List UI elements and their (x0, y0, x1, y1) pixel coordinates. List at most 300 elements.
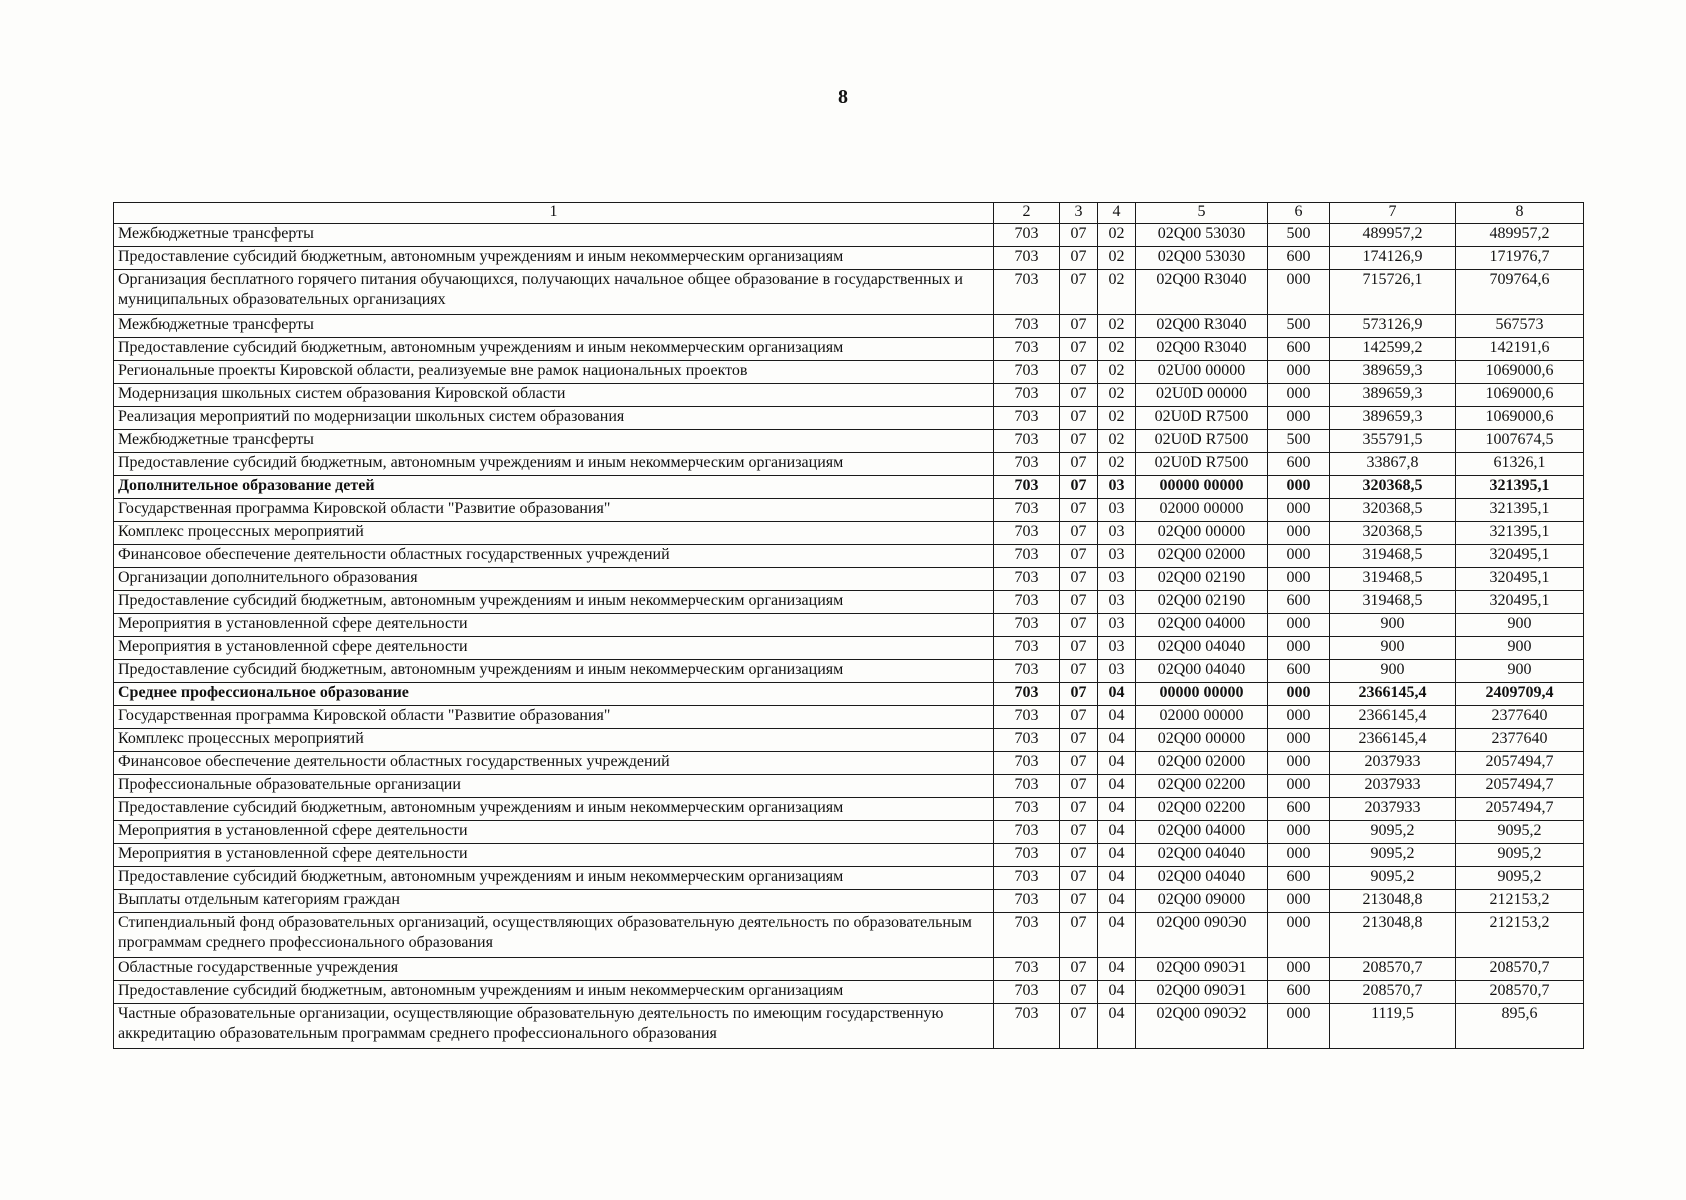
name-cell: Дополнительное образование детей (114, 476, 994, 499)
code-cell: 07 (1060, 958, 1098, 981)
code-cell: 07 (1060, 890, 1098, 913)
table-row (114, 821, 1584, 844)
code-cell: 07 (1060, 867, 1098, 890)
name-cell: Мероприятия в установленной сфере деятельности (114, 821, 994, 844)
amount-cell: 321395,1 (1456, 476, 1584, 499)
code-cell: 703 (994, 913, 1060, 958)
code-cell: 02Q00 02190 (1136, 568, 1268, 591)
code-cell: 07 (1060, 683, 1098, 706)
code-cell: 000 (1268, 729, 1330, 752)
name-cell: Областные государственные учреждения (114, 958, 994, 981)
amount-cell: 142599,2 (1330, 338, 1456, 361)
table-row (114, 545, 1584, 568)
code-cell: 703 (994, 270, 1060, 315)
amount-cell: 567573 (1456, 315, 1584, 338)
code-cell: 04 (1098, 729, 1136, 752)
code-cell: 02Q00 090Э1 (1136, 958, 1268, 981)
amount-cell: 389659,3 (1330, 361, 1456, 384)
code-cell: 02Q00 04040 (1136, 844, 1268, 867)
code-cell: 02Q00 53030 (1136, 247, 1268, 270)
code-cell: 04 (1098, 867, 1136, 890)
name-cell: Финансовое обеспечение деятельности областных государственных учреждений (114, 752, 994, 775)
code-cell: 02Q00 R3040 (1136, 315, 1268, 338)
code-cell: 600 (1268, 798, 1330, 821)
name-cell: Среднее профессиональное образование (114, 683, 994, 706)
table-row (114, 614, 1584, 637)
code-cell: 02Q00 090Э0 (1136, 913, 1268, 958)
code-cell: 03 (1098, 568, 1136, 591)
name-cell: Организации дополнительного образования (114, 568, 994, 591)
code-cell: 02Q00 53030 (1136, 224, 1268, 247)
amount-cell: 319468,5 (1330, 545, 1456, 568)
code-cell: 703 (994, 384, 1060, 407)
name-cell: Выплаты отдельным категориям граждан (114, 890, 994, 913)
code-cell: 000 (1268, 775, 1330, 798)
code-cell: 04 (1098, 706, 1136, 729)
code-cell: 04 (1098, 844, 1136, 867)
table-row (114, 476, 1584, 499)
amount-cell: 9095,2 (1456, 844, 1584, 867)
code-cell: 02Q00 04040 (1136, 867, 1268, 890)
code-cell: 03 (1098, 476, 1136, 499)
code-cell: 000 (1268, 499, 1330, 522)
code-cell: 703 (994, 752, 1060, 775)
code-cell: 07 (1060, 384, 1098, 407)
amount-cell: 213048,8 (1330, 890, 1456, 913)
code-cell: 600 (1268, 981, 1330, 1004)
table-row (114, 453, 1584, 476)
amount-cell: 2377640 (1456, 729, 1584, 752)
code-cell: 500 (1268, 224, 1330, 247)
name-cell: Финансовое обеспечение деятельности областных государственных учреждений (114, 545, 994, 568)
code-cell: 703 (994, 568, 1060, 591)
table-row (114, 522, 1584, 545)
table-row (114, 913, 1584, 958)
amount-cell: 212153,2 (1456, 890, 1584, 913)
code-cell: 07 (1060, 499, 1098, 522)
amount-cell: 2057494,7 (1456, 752, 1584, 775)
code-cell: 703 (994, 981, 1060, 1004)
code-cell: 03 (1098, 591, 1136, 614)
amount-cell: 895,6 (1456, 1004, 1584, 1049)
code-cell: 02Q00 00000 (1136, 522, 1268, 545)
amount-cell: 213048,8 (1330, 913, 1456, 958)
name-cell: Предоставление субсидий бюджетным, автономным учреждениям и иным некоммерческим организациям (114, 338, 994, 361)
code-cell: 07 (1060, 798, 1098, 821)
code-cell: 07 (1060, 407, 1098, 430)
code-cell: 02Q00 02200 (1136, 798, 1268, 821)
code-cell: 703 (994, 338, 1060, 361)
table-body (114, 224, 1584, 1049)
code-cell: 02Q00 04000 (1136, 614, 1268, 637)
code-cell: 000 (1268, 683, 1330, 706)
code-cell: 04 (1098, 752, 1136, 775)
amount-cell: 389659,3 (1330, 407, 1456, 430)
table-row (114, 775, 1584, 798)
code-cell: 07 (1060, 981, 1098, 1004)
code-cell: 03 (1098, 614, 1136, 637)
code-cell: 000 (1268, 890, 1330, 913)
code-cell: 04 (1098, 683, 1136, 706)
table-row (114, 683, 1584, 706)
table-row (114, 407, 1584, 430)
code-cell: 02000 00000 (1136, 706, 1268, 729)
code-cell: 04 (1098, 821, 1136, 844)
code-cell: 703 (994, 591, 1060, 614)
code-cell: 600 (1268, 867, 1330, 890)
amount-cell: 208570,7 (1456, 981, 1584, 1004)
code-cell: 02Q00 R3040 (1136, 338, 1268, 361)
header-cell: 2 (994, 203, 1060, 224)
table-row (114, 752, 1584, 775)
amount-cell: 2037933 (1330, 775, 1456, 798)
amount-cell: 1069000,6 (1456, 384, 1584, 407)
name-cell: Государственная программа Кировской области "Развитие образования" (114, 499, 994, 522)
code-cell: 000 (1268, 1004, 1330, 1049)
code-cell: 600 (1268, 338, 1330, 361)
code-cell: 703 (994, 706, 1060, 729)
amount-cell: 9095,2 (1456, 867, 1584, 890)
code-cell: 02000 00000 (1136, 499, 1268, 522)
code-cell: 600 (1268, 660, 1330, 683)
table-row (114, 224, 1584, 247)
code-cell: 07 (1060, 545, 1098, 568)
table-row (114, 430, 1584, 453)
code-cell: 02Q00 090Э1 (1136, 981, 1268, 1004)
amount-cell: 389659,3 (1330, 384, 1456, 407)
amount-cell: 320368,5 (1330, 499, 1456, 522)
code-cell: 703 (994, 844, 1060, 867)
amount-cell: 320495,1 (1456, 568, 1584, 591)
code-cell: 07 (1060, 591, 1098, 614)
amount-cell: 2037933 (1330, 798, 1456, 821)
code-cell: 703 (994, 958, 1060, 981)
page-number: 8 (838, 86, 848, 108)
code-cell: 07 (1060, 453, 1098, 476)
code-cell: 02 (1098, 315, 1136, 338)
name-cell: Межбюджетные трансферты (114, 224, 994, 247)
name-cell: Профессиональные образовательные организации (114, 775, 994, 798)
amount-cell: 9095,2 (1330, 867, 1456, 890)
amount-cell: 321395,1 (1456, 499, 1584, 522)
code-cell: 04 (1098, 913, 1136, 958)
code-cell: 000 (1268, 384, 1330, 407)
amount-cell: 9095,2 (1330, 844, 1456, 867)
code-cell: 000 (1268, 522, 1330, 545)
amount-cell: 489957,2 (1330, 224, 1456, 247)
code-cell: 02Q00 04040 (1136, 637, 1268, 660)
code-cell: 02 (1098, 270, 1136, 315)
table-row (114, 890, 1584, 913)
name-cell: Частные образовательные организации, осуществляющие образовательную деятельность по имеющим государственную аккредитацию образовательным программам среднего профессионального образования (114, 1004, 994, 1049)
code-cell: 03 (1098, 660, 1136, 683)
code-cell: 02 (1098, 338, 1136, 361)
code-cell: 703 (994, 522, 1060, 545)
table-row (114, 798, 1584, 821)
code-cell: 07 (1060, 775, 1098, 798)
amount-cell: 212153,2 (1456, 913, 1584, 958)
code-cell: 02U0D R7500 (1136, 407, 1268, 430)
amount-cell: 2057494,7 (1456, 775, 1584, 798)
amount-cell: 321395,1 (1456, 522, 1584, 545)
code-cell: 02 (1098, 453, 1136, 476)
header-cell: 8 (1456, 203, 1584, 224)
name-cell: Предоставление субсидий бюджетным, автономным учреждениям и иным некоммерческим организациям (114, 798, 994, 821)
code-cell: 07 (1060, 522, 1098, 545)
table-row (114, 591, 1584, 614)
code-cell: 00000 00000 (1136, 476, 1268, 499)
name-cell: Предоставление субсидий бюджетным, автономным учреждениям и иным некоммерческим организациям (114, 660, 994, 683)
code-cell: 703 (994, 361, 1060, 384)
code-cell: 02Q00 02000 (1136, 752, 1268, 775)
code-cell: 000 (1268, 270, 1330, 315)
code-cell: 703 (994, 660, 1060, 683)
table-row (114, 315, 1584, 338)
header-cell: 6 (1268, 203, 1330, 224)
code-cell: 04 (1098, 958, 1136, 981)
code-cell: 07 (1060, 913, 1098, 958)
code-cell: 02 (1098, 247, 1136, 270)
code-cell: 000 (1268, 913, 1330, 958)
amount-cell: 2366145,4 (1330, 729, 1456, 752)
name-cell: Предоставление субсидий бюджетным, автономным учреждениям и иным некоммерческим организациям (114, 591, 994, 614)
code-cell: 703 (994, 775, 1060, 798)
amount-cell: 489957,2 (1456, 224, 1584, 247)
amount-cell: 900 (1330, 614, 1456, 637)
amount-cell: 2377640 (1456, 706, 1584, 729)
code-cell: 07 (1060, 476, 1098, 499)
amount-cell: 208570,7 (1330, 958, 1456, 981)
budget-table (113, 202, 1584, 1049)
code-cell: 703 (994, 821, 1060, 844)
amount-cell: 2366145,4 (1330, 683, 1456, 706)
code-cell: 500 (1268, 430, 1330, 453)
code-cell: 07 (1060, 224, 1098, 247)
name-cell: Комплекс процессных мероприятий (114, 729, 994, 752)
amount-cell: 1119,5 (1330, 1004, 1456, 1049)
table-header-row (114, 203, 1584, 224)
code-cell: 03 (1098, 637, 1136, 660)
code-cell: 02U0D 00000 (1136, 384, 1268, 407)
table-row (114, 844, 1584, 867)
code-cell: 703 (994, 499, 1060, 522)
code-cell: 703 (994, 224, 1060, 247)
code-cell: 02Q00 090Э2 (1136, 1004, 1268, 1049)
header-cell: 1 (114, 203, 994, 224)
name-cell: Предоставление субсидий бюджетным, автономным учреждениям и иным некоммерческим организациям (114, 453, 994, 476)
code-cell: 04 (1098, 890, 1136, 913)
table-row (114, 867, 1584, 890)
code-cell: 07 (1060, 706, 1098, 729)
code-cell: 07 (1060, 338, 1098, 361)
code-cell: 07 (1060, 568, 1098, 591)
table-row (114, 637, 1584, 660)
name-cell: Стипендиальный фонд образовательных организаций, осуществляющих образовательную деятельность по образовательным программам среднего профессионального образования (114, 913, 994, 958)
name-cell: Государственная программа Кировской области "Развитие образования" (114, 706, 994, 729)
name-cell: Межбюджетные трансферты (114, 430, 994, 453)
code-cell: 703 (994, 407, 1060, 430)
amount-cell: 715726,1 (1330, 270, 1456, 315)
name-cell: Предоставление субсидий бюджетным, автономным учреждениям и иным некоммерческим организациям (114, 981, 994, 1004)
code-cell: 02 (1098, 384, 1136, 407)
code-cell: 02U0D R7500 (1136, 430, 1268, 453)
code-cell: 02Q00 02190 (1136, 591, 1268, 614)
table-row (114, 660, 1584, 683)
code-cell: 000 (1268, 706, 1330, 729)
code-cell: 07 (1060, 729, 1098, 752)
code-cell: 07 (1060, 1004, 1098, 1049)
name-cell: Мероприятия в установленной сфере деятельности (114, 614, 994, 637)
header-cell: 3 (1060, 203, 1098, 224)
amount-cell: 9095,2 (1456, 821, 1584, 844)
amount-cell: 355791,5 (1330, 430, 1456, 453)
table-row (114, 384, 1584, 407)
code-cell: 03 (1098, 522, 1136, 545)
code-cell: 000 (1268, 637, 1330, 660)
amount-cell: 320368,5 (1330, 522, 1456, 545)
amount-cell: 319468,5 (1330, 591, 1456, 614)
table-row (114, 706, 1584, 729)
code-cell: 600 (1268, 591, 1330, 614)
amount-cell: 1069000,6 (1456, 407, 1584, 430)
name-cell: Организация бесплатного горячего питания обучающихся, получающих начальное общее образование в государственных и муниципальных образовательных организациях (114, 270, 994, 315)
amount-cell: 2366145,4 (1330, 706, 1456, 729)
code-cell: 07 (1060, 614, 1098, 637)
code-cell: 000 (1268, 821, 1330, 844)
code-cell: 000 (1268, 614, 1330, 637)
table-row (114, 499, 1584, 522)
code-cell: 07 (1060, 270, 1098, 315)
name-cell: Межбюджетные трансферты (114, 315, 994, 338)
code-cell: 000 (1268, 545, 1330, 568)
table-row (114, 958, 1584, 981)
amount-cell: 33867,8 (1330, 453, 1456, 476)
amount-cell: 709764,6 (1456, 270, 1584, 315)
code-cell: 703 (994, 637, 1060, 660)
table-row (114, 568, 1584, 591)
code-cell: 07 (1060, 430, 1098, 453)
amount-cell: 2409709,4 (1456, 683, 1584, 706)
name-cell: Предоставление субсидий бюджетным, автономным учреждениям и иным некоммерческим организациям (114, 247, 994, 270)
code-cell: 703 (994, 453, 1060, 476)
table-row (114, 1004, 1584, 1049)
amount-cell: 1007674,5 (1456, 430, 1584, 453)
code-cell: 00000 00000 (1136, 683, 1268, 706)
code-cell: 703 (994, 545, 1060, 568)
name-cell: Модернизация школьных систем образования Кировской области (114, 384, 994, 407)
code-cell: 600 (1268, 247, 1330, 270)
amount-cell: 9095,2 (1330, 821, 1456, 844)
code-cell: 703 (994, 1004, 1060, 1049)
table-row (114, 729, 1584, 752)
code-cell: 07 (1060, 844, 1098, 867)
table-row (114, 361, 1584, 384)
code-cell: 000 (1268, 752, 1330, 775)
code-cell: 02Q00 04040 (1136, 660, 1268, 683)
code-cell: 000 (1268, 844, 1330, 867)
code-cell: 04 (1098, 1004, 1136, 1049)
code-cell: 02Q00 04000 (1136, 821, 1268, 844)
table-row (114, 270, 1584, 315)
code-cell: 703 (994, 867, 1060, 890)
amount-cell: 1069000,6 (1456, 361, 1584, 384)
code-cell: 03 (1098, 499, 1136, 522)
code-cell: 04 (1098, 981, 1136, 1004)
amount-cell: 320368,5 (1330, 476, 1456, 499)
code-cell: 703 (994, 315, 1060, 338)
code-cell: 000 (1268, 361, 1330, 384)
code-cell: 703 (994, 614, 1060, 637)
amount-cell: 900 (1456, 614, 1584, 637)
header-cell: 5 (1136, 203, 1268, 224)
amount-cell: 573126,9 (1330, 315, 1456, 338)
code-cell: 07 (1060, 315, 1098, 338)
code-cell: 02Q00 R3040 (1136, 270, 1268, 315)
code-cell: 04 (1098, 798, 1136, 821)
code-cell: 000 (1268, 958, 1330, 981)
code-cell: 07 (1060, 247, 1098, 270)
code-cell: 07 (1060, 660, 1098, 683)
code-cell: 02U0D R7500 (1136, 453, 1268, 476)
code-cell: 703 (994, 430, 1060, 453)
code-cell: 02 (1098, 430, 1136, 453)
code-cell: 03 (1098, 545, 1136, 568)
code-cell: 04 (1098, 775, 1136, 798)
amount-cell: 320495,1 (1456, 591, 1584, 614)
code-cell: 07 (1060, 637, 1098, 660)
name-cell: Мероприятия в установленной сфере деятельности (114, 637, 994, 660)
code-cell: 703 (994, 890, 1060, 913)
code-cell: 07 (1060, 361, 1098, 384)
amount-cell: 171976,7 (1456, 247, 1584, 270)
code-cell: 02 (1098, 407, 1136, 430)
amount-cell: 900 (1456, 637, 1584, 660)
code-cell: 000 (1268, 476, 1330, 499)
code-cell: 07 (1060, 752, 1098, 775)
name-cell: Региональные проекты Кировской области, реализуемые вне рамок национальных проектов (114, 361, 994, 384)
amount-cell: 2037933 (1330, 752, 1456, 775)
amount-cell: 900 (1330, 660, 1456, 683)
code-cell: 703 (994, 476, 1060, 499)
code-cell: 02Q00 02200 (1136, 775, 1268, 798)
code-cell: 02Q00 00000 (1136, 729, 1268, 752)
table-row (114, 981, 1584, 1004)
code-cell: 703 (994, 798, 1060, 821)
table-row (114, 247, 1584, 270)
table-row (114, 338, 1584, 361)
code-cell: 000 (1268, 407, 1330, 430)
code-cell: 703 (994, 683, 1060, 706)
amount-cell: 900 (1456, 660, 1584, 683)
code-cell: 000 (1268, 568, 1330, 591)
code-cell: 02Q00 02000 (1136, 545, 1268, 568)
amount-cell: 208570,7 (1330, 981, 1456, 1004)
amount-cell: 2057494,7 (1456, 798, 1584, 821)
code-cell: 600 (1268, 453, 1330, 476)
amount-cell: 319468,5 (1330, 568, 1456, 591)
code-cell: 02 (1098, 224, 1136, 247)
code-cell: 02 (1098, 361, 1136, 384)
amount-cell: 320495,1 (1456, 545, 1584, 568)
code-cell: 703 (994, 729, 1060, 752)
name-cell: Мероприятия в установленной сфере деятельности (114, 844, 994, 867)
header-cell: 4 (1098, 203, 1136, 224)
code-cell: 02U00 00000 (1136, 361, 1268, 384)
code-cell: 500 (1268, 315, 1330, 338)
amount-cell: 61326,1 (1456, 453, 1584, 476)
code-cell: 02Q00 09000 (1136, 890, 1268, 913)
name-cell: Предоставление субсидий бюджетным, автономным учреждениям и иным некоммерческим организациям (114, 867, 994, 890)
